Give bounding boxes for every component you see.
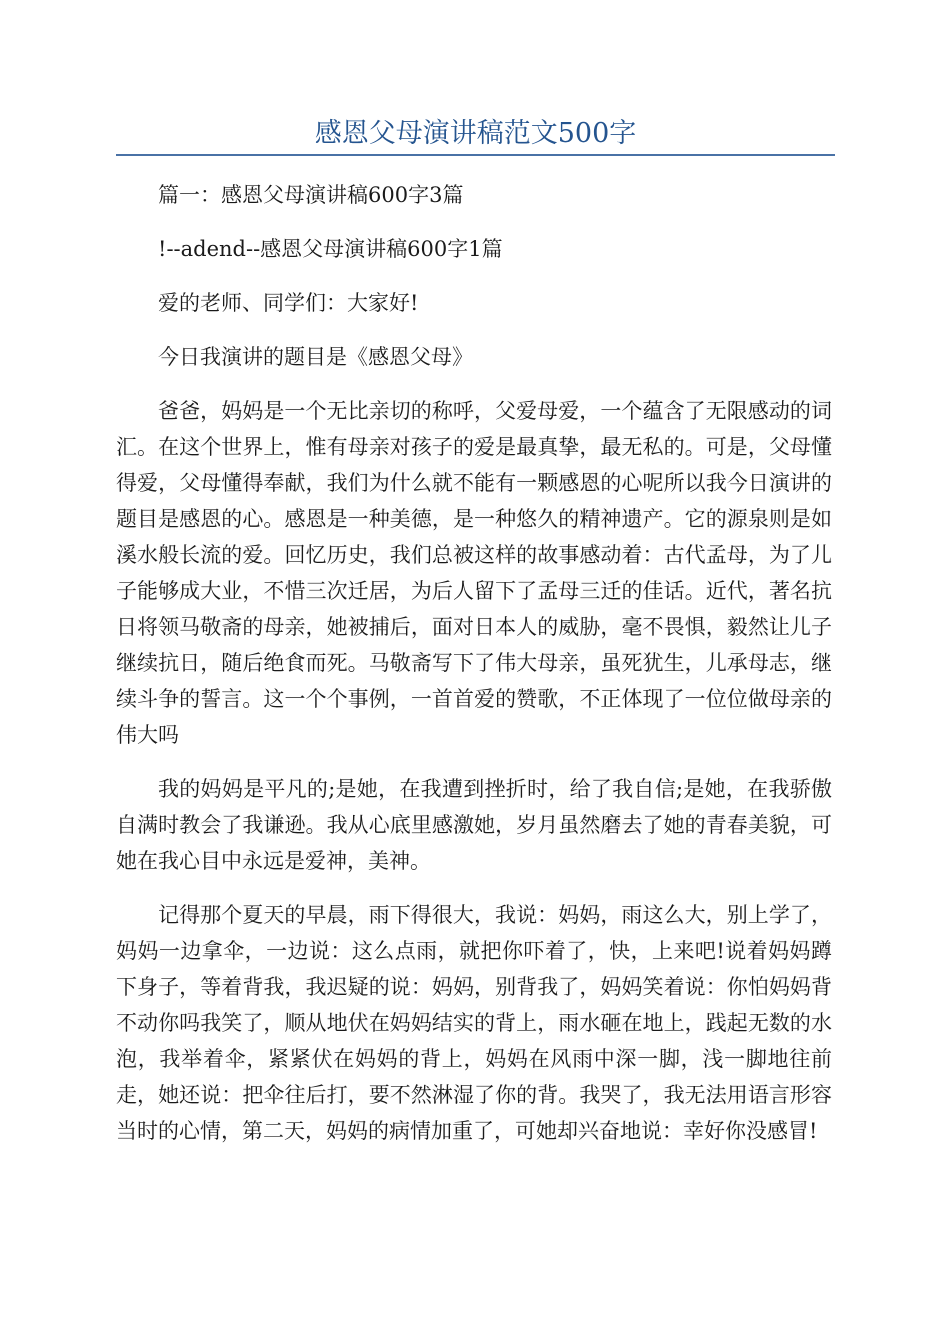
paragraph-topic: 今日我演讲的题目是《感恩父母》: [158, 345, 473, 369]
paragraph-body-3: 记得那个夏天的早晨，雨下得很大，我说：妈妈，雨这么大，别上学了，妈妈一边拿伞，一边说：这么点雨，就把你吓着了，快，上来吧!说着妈妈蹲下身子，等着背我，我迟疑的说：妈妈，别背我了，妈妈笑着说：你怕妈妈背不动你吗我笑了，顺从地伏在妈妈结实的背上，雨水砸在地上，践起无数的水泡，我举着伞，紧紧伏在妈妈的背上，妈妈在风雨中深一脚，浅一脚地往前走，她还说：把伞往后打，要不然淋湿了你的背。我哭了，我无法用语言形容当时的心情，第二天，妈妈的病情加重了，可她却兴奋地说：幸好你没感冒!: [116, 903, 832, 1143]
paragraph-greeting: 爱的老师、同学们：大家好!: [158, 291, 419, 315]
document-body: [116, 177, 832, 1167]
paragraph-body-2: 我的妈妈是平凡的;是她，在我遭到挫折时，给了我自信;是她，在我骄傲自满时教会了我谦逊。我从心底里感激她，岁月虽然磨去了她的青春美貌，可她在我心目中永远是爱神，美神。: [116, 777, 832, 873]
paragraph-heading-1: 篇一：感恩父母演讲稿600字3篇: [158, 183, 464, 207]
document-title: 感恩父母演讲稿范文500字: [314, 118, 637, 149]
paragraph-heading-2: !--adend--感恩父母演讲稿600字1篇: [158, 237, 503, 261]
title-underline: [116, 154, 835, 156]
paragraph-body-1: 爸爸，妈妈是一个无比亲切的称呼，父爱母爱，一个蕴含了无限感动的词汇。在这个世界上，惟有母亲对孩子的爱是最真挚，最无私的。可是，父母懂得爱，父母懂得奉献，我们为什么就不能有一颗感恩的心呢所以我今日演讲的题目是感恩的心。感恩是一种美德，是一种悠久的精神遗产。它的源泉则是如溪水般长流的爱。回忆历史，我们总被这样的故事感动着：古代孟母，为了儿子能够成大业，不惜三次迁居，为后人留下了孟母三迁的佳话。近代，著名抗日将领马敬斋的母亲，她被捕后，面对日本人的威胁，毫不畏惧，毅然让儿子继续抗日，随后绝食而死。马敬斋写下了伟大母亲，虽死犹生，儿承母志，继续斗争的誓言。这一个个事例，一首首爱的赞歌，不正体现了一位位做母亲的伟大吗: [116, 399, 832, 747]
